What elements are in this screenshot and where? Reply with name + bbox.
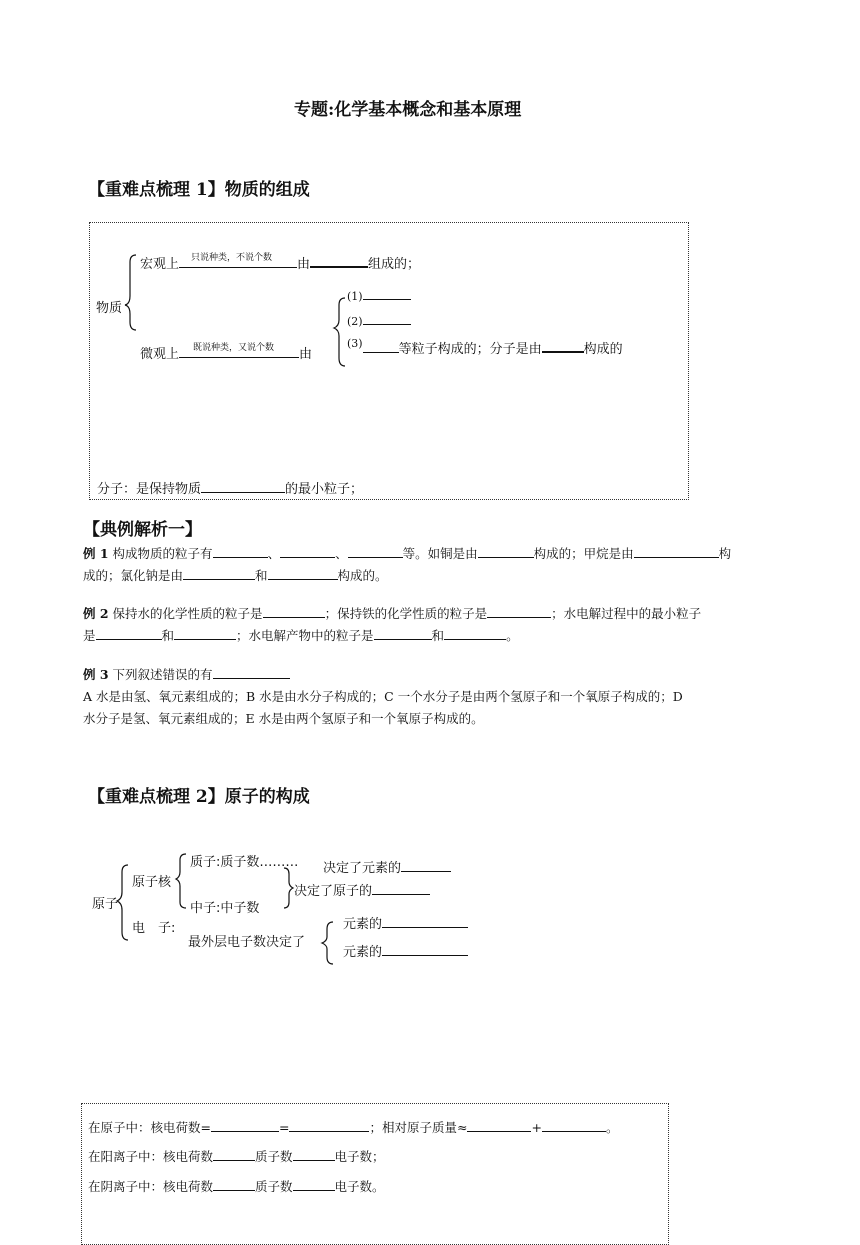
atom-relation-e: 。 bbox=[605, 1120, 619, 1135]
cation-relation-c: 电子数； bbox=[334, 1149, 385, 1164]
ex1-text-g: 构成的。 bbox=[337, 568, 388, 583]
section2-heading: 【重难点梳理 2】原子的构成 bbox=[88, 787, 310, 807]
macro-suffix: 组成的； bbox=[368, 257, 421, 272]
cation-relation-row bbox=[88, 1146, 385, 1165]
outer-electron-brace bbox=[322, 922, 333, 964]
electron-label: 电 子: bbox=[132, 921, 176, 936]
ex2-text-a: 保持水的化学性质的粒子是 bbox=[112, 606, 263, 621]
ex1-sep1: 、 bbox=[267, 546, 281, 561]
atom-relation-blank3 bbox=[467, 1117, 531, 1132]
element-blank1 bbox=[382, 913, 468, 928]
ex3-text-a: 下列叙述错误的有 bbox=[112, 667, 213, 682]
ex2-text-h: 。 bbox=[506, 628, 519, 643]
item1-label: (1) bbox=[347, 290, 363, 303]
atom-relation-a: 在原子中：核电荷数= bbox=[88, 1120, 211, 1135]
decides-atom-text: 决定了原子的 bbox=[294, 884, 373, 899]
decides-element-blank bbox=[401, 857, 451, 872]
element-row2 bbox=[343, 941, 468, 960]
ex2-text-c: ；水电解过程中的最小粒子 bbox=[551, 606, 702, 621]
cation-blank2 bbox=[293, 1146, 335, 1161]
ex1-text-d: 构 bbox=[718, 546, 732, 561]
example3-label: 例 3 bbox=[83, 667, 109, 682]
page-title: 专题:化学基本概念和基本原理 bbox=[294, 100, 522, 120]
element-text1: 元素的 bbox=[343, 917, 383, 932]
example1-label: 例 1 bbox=[83, 546, 109, 561]
atom-brace bbox=[117, 865, 128, 940]
ex2-text-b: ；保持铁的化学性质的粒子是 bbox=[324, 606, 488, 621]
item3-suffix: 构成的 bbox=[583, 342, 623, 357]
decides-atom-row bbox=[294, 880, 430, 899]
item2-label: (2) bbox=[347, 315, 363, 328]
decides-element-row bbox=[323, 857, 451, 876]
molecule-prefix: 分子：是保持物质 bbox=[97, 482, 202, 497]
anion-relation-c: 电子数。 bbox=[334, 1179, 385, 1194]
ex1-text-f: 和 bbox=[255, 568, 268, 583]
mass-brace bbox=[284, 868, 293, 908]
micro-by: 由 bbox=[299, 347, 313, 362]
cation-relation-b: 质子数 bbox=[255, 1149, 293, 1164]
example3-options-line2: 水分子是氢、氧元素组成的；E 水是由两个氢原子和一个氧原子构成的。 bbox=[83, 711, 484, 726]
ex2-text-e: 和 bbox=[161, 628, 175, 643]
anion-relation-a: 在阴离子中：核电荷数 bbox=[88, 1179, 214, 1194]
proton-text: 质子:质子数 bbox=[190, 855, 260, 870]
element-row1 bbox=[343, 913, 468, 932]
atom-relation-blank4 bbox=[542, 1117, 606, 1132]
nucleus-brace bbox=[176, 854, 186, 908]
decides-atom-blank bbox=[372, 880, 430, 895]
anion-relation-row bbox=[88, 1176, 385, 1195]
item3-text: 等粒子构成的；分子是由 bbox=[398, 342, 542, 357]
section1-heading: 【重难点梳理 1】物质的组成 bbox=[88, 180, 310, 200]
atom-relation-d: + bbox=[531, 1120, 542, 1135]
proton-dots: ……… bbox=[259, 855, 299, 870]
ex2-text-d: 是 bbox=[83, 628, 96, 643]
molecule-suffix: 的最小粒子； bbox=[285, 482, 364, 497]
anion-blank2 bbox=[293, 1176, 335, 1191]
macro-label: 宏观上 bbox=[140, 257, 180, 272]
outer-electron-label: 最外层电子数决定了 bbox=[188, 935, 306, 950]
element-text2: 元素的 bbox=[343, 945, 383, 960]
substance-label: 物质 bbox=[96, 301, 123, 316]
macro-by: 由 bbox=[297, 257, 311, 272]
proton-label bbox=[190, 851, 298, 870]
ex1-sep2: 、 bbox=[335, 546, 348, 561]
atom-relation-c: ；相对原子质量≈ bbox=[369, 1120, 468, 1135]
cation-relation-a: 在阳离子中：核电荷数 bbox=[88, 1149, 214, 1164]
neutron-label: 中子:中子数 bbox=[190, 901, 260, 916]
decides-element-text: 决定了元素的 bbox=[323, 861, 402, 876]
ex1-text-c: 构成的；甲烷是由 bbox=[533, 546, 634, 561]
anion-blank1 bbox=[213, 1176, 255, 1191]
element-blank2 bbox=[382, 941, 468, 956]
item3-label: (3) bbox=[347, 337, 363, 350]
example2-label: 例 2 bbox=[83, 606, 109, 621]
ex1-text-e: 成的；氯化钠是由 bbox=[83, 568, 184, 583]
nucleus-label: 原子核 bbox=[132, 875, 172, 890]
cation-blank1 bbox=[213, 1146, 255, 1161]
example3-options-line1: A 水是由氢、氧元素组成的；B 水是由水分子构成的；C 一个水分子是由两个氢原子和一个氧原子构成的；D bbox=[83, 689, 683, 704]
micro-label: 微观上 bbox=[140, 347, 180, 362]
ex2-text-f: ；水电解产物中的粒子是 bbox=[236, 628, 374, 643]
atom-relation-blank1 bbox=[211, 1117, 279, 1132]
ex1-text-b: 等。如铜是由 bbox=[402, 546, 478, 561]
atom-relation-blank2 bbox=[289, 1117, 369, 1132]
examples-heading: 【典例解析一】 bbox=[83, 520, 202, 540]
macro-note: 只说种类，不说个数 bbox=[191, 253, 273, 263]
atom-relation-row bbox=[88, 1117, 618, 1136]
anion-relation-b: 质子数 bbox=[255, 1179, 293, 1194]
atom-label: 原子 bbox=[92, 897, 119, 912]
micro-note: 既说种类，又说个数 bbox=[193, 343, 275, 353]
atom-relation-b: = bbox=[278, 1120, 290, 1135]
ex1-text-a: 构成物质的粒子有 bbox=[112, 546, 213, 561]
ex2-text-g: 和 bbox=[431, 628, 445, 643]
